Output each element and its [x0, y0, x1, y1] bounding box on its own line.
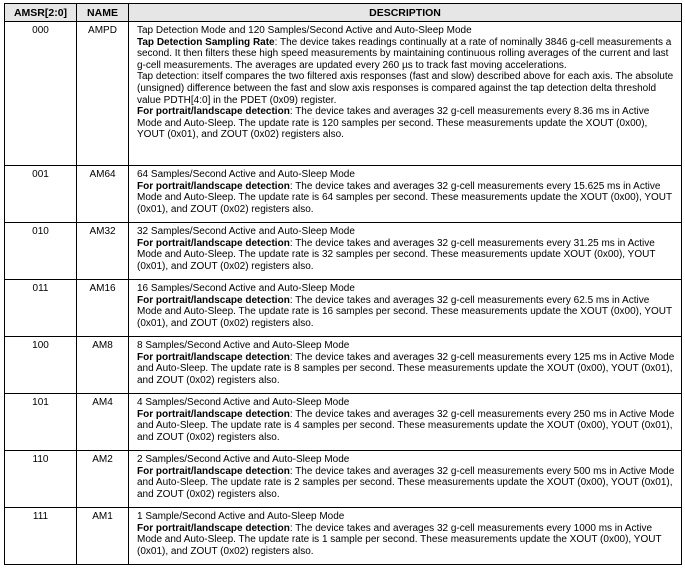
portrait-landscape-text: : The device takes and averages 32 g-cell measurements every 31.25 ms in Active Mode and Auto-Sleep. The update rate is 32 samples per second. These measurements update XOUT (0x00), YOUT (0x01), and ZOUT (0x02) registers also. [137, 237, 656, 272]
mode-name: AM8 [77, 337, 129, 394]
mode-name: AM64 [77, 166, 129, 223]
portrait-landscape-paragraph [137, 466, 677, 501]
portrait-landscape-label: For portrait/landscape detection [137, 180, 290, 192]
mode-title: 2 Samples/Second Active and Auto-Sleep Mode [137, 454, 350, 465]
mode-title: 1 Sample/Second Active and Auto-Sleep Mode [137, 511, 345, 522]
mode-name: AM4 [77, 394, 129, 451]
table-row [5, 166, 682, 223]
portrait-landscape-text: : The device takes and averages 32 g-cell measurements every 250 ms in Active Mode and Auto-Sleep. The update rate is 4 samples per second. These measurements update the XOUT (0x00), YOUT (0x01), and ZOUT (0x02) registers also. [137, 408, 675, 443]
portrait-landscape-label: For portrait/landscape detection [137, 294, 290, 306]
amsr-code: 001 [5, 166, 77, 223]
table-row [5, 508, 682, 565]
mode-name: AM32 [77, 223, 129, 280]
amsr-code: 100 [5, 337, 77, 394]
header-description: DESCRIPTION [129, 4, 682, 22]
portrait-landscape-paragraph [137, 295, 677, 330]
amsr-code: 011 [5, 280, 77, 337]
table-row [5, 451, 682, 508]
mode-title: 64 Samples/Second Active and Auto-Sleep Mode [137, 169, 355, 180]
mode-name: AMPD [77, 22, 129, 166]
portrait-landscape-paragraph [137, 409, 677, 444]
table-row [5, 394, 682, 451]
amsr-code: 111 [5, 508, 77, 565]
portrait-landscape-label: For portrait/landscape detection [137, 106, 290, 118]
amsr-code: 110 [5, 451, 77, 508]
mode-title: 8 Samples/Second Active and Auto-Sleep Mode [137, 340, 350, 351]
mode-name: AM2 [77, 451, 129, 508]
tap-sampling-text: : The device takes readings continually at a rate of nominally 3846 g-cell measurements a second. It then filters these high speed measurements by maintaining continuous rolling averages of the current and last g-cell measurements. The averages are updated every 260 µs to track fast moving accelerations. [137, 36, 672, 71]
table-row [5, 22, 682, 166]
mode-name: AM16 [77, 280, 129, 337]
portrait-landscape-label: For portrait/landscape detection [137, 522, 290, 534]
mode-name: AM1 [77, 508, 129, 565]
portrait-landscape-paragraph [137, 523, 677, 558]
mode-description [129, 22, 682, 166]
mode-description [129, 394, 682, 451]
table-header-row [5, 4, 682, 22]
mode-title: 4 Samples/Second Active and Auto-Sleep Mode [137, 397, 350, 408]
header-amsr: AMSR[2:0] [5, 4, 77, 22]
portrait-landscape-paragraph [137, 352, 677, 387]
mode-title: 32 Samples/Second Active and Auto-Sleep Mode [137, 226, 355, 237]
amsr-table [4, 3, 682, 565]
portrait-landscape-text: : The device takes and averages 32 g-cell measurements every 8.36 ms in Active Mode and Auto-Sleep. The update rate is 120 samples per second. These measurements update the XOUT (0x00), YOUT (0x01), and ZOUT (0x02) registers also. [137, 106, 650, 141]
portrait-landscape-label: For portrait/landscape detection [137, 465, 290, 477]
mode-description [129, 166, 682, 223]
tap-sampling-label: Tap Detection Sampling Rate [137, 36, 275, 48]
portrait-landscape-paragraph [137, 106, 677, 141]
table-row [5, 280, 682, 337]
mode-description [129, 451, 682, 508]
mode-description [129, 223, 682, 280]
tap-sampling-paragraph [137, 37, 677, 72]
mode-title: 16 Samples/Second Active and Auto-Sleep Mode [137, 283, 355, 294]
table-row [5, 337, 682, 394]
mode-description [129, 508, 682, 565]
portrait-landscape-paragraph [137, 238, 677, 273]
mode-title: Tap Detection Mode and 120 Samples/Second Active and Auto-Sleep Mode [137, 25, 472, 36]
header-name: NAME [77, 4, 129, 22]
portrait-landscape-label: For portrait/landscape detection [137, 237, 290, 249]
portrait-landscape-text: : The device takes and averages 32 g-cell measurements every 1000 ms in Active Mode and Auto-Sleep. The update rate is 1 sample per second. These measurements update the XOUT (0x00), YOUT (0x01), and ZOUT (0x02) registers also. [137, 522, 662, 557]
portrait-landscape-text: : The device takes and averages 32 g-cell measurements every 125 ms in Active Mode and Auto-Sleep. The update rate is 8 samples per second. These measurements update the XOUT (0x00), YOUT (0x01), and ZOUT (0x02) registers also. [137, 351, 675, 386]
portrait-landscape-text: : The device takes and averages 32 g-cell measurements every 15.625 ms in Active Mode and Auto-Sleep. The update rate is 64 samples per second. These measurements update the XOUT (0x00), YOUT (0x01), and ZOUT (0x02) registers also. [137, 180, 672, 215]
mode-description [129, 337, 682, 394]
amsr-code: 101 [5, 394, 77, 451]
tap-detection-text: Tap detection: itself compares the two filtered axis responses (fast and slow) described above for each axis. The absolute (unsigned) difference between the fast and slow axis responses is compared against the tap detection delta threshold value PDTH[4:0] in the PDET (0x09) register. [137, 71, 674, 106]
mode-description [129, 280, 682, 337]
portrait-landscape-text: : The device takes and averages 32 g-cell measurements every 500 ms in Active Mode and Auto-Sleep. The update rate is 2 samples per second. These measurements update the XOUT (0x00), YOUT (0x01), and ZOUT (0x02) registers also. [137, 465, 675, 500]
portrait-landscape-label: For portrait/landscape detection [137, 351, 290, 363]
amsr-code: 010 [5, 223, 77, 280]
portrait-landscape-paragraph [137, 181, 677, 216]
portrait-landscape-label: For portrait/landscape detection [137, 408, 290, 420]
table-row [5, 223, 682, 280]
amsr-code: 000 [5, 22, 77, 166]
portrait-landscape-text: : The device takes and averages 32 g-cell measurements every 62.5 ms in Active Mode and Auto-Sleep. The update rate is 16 samples per second. These measurements update the XOUT (0x00), YOUT (0x01), and ZOUT (0x02) registers also. [137, 294, 672, 329]
